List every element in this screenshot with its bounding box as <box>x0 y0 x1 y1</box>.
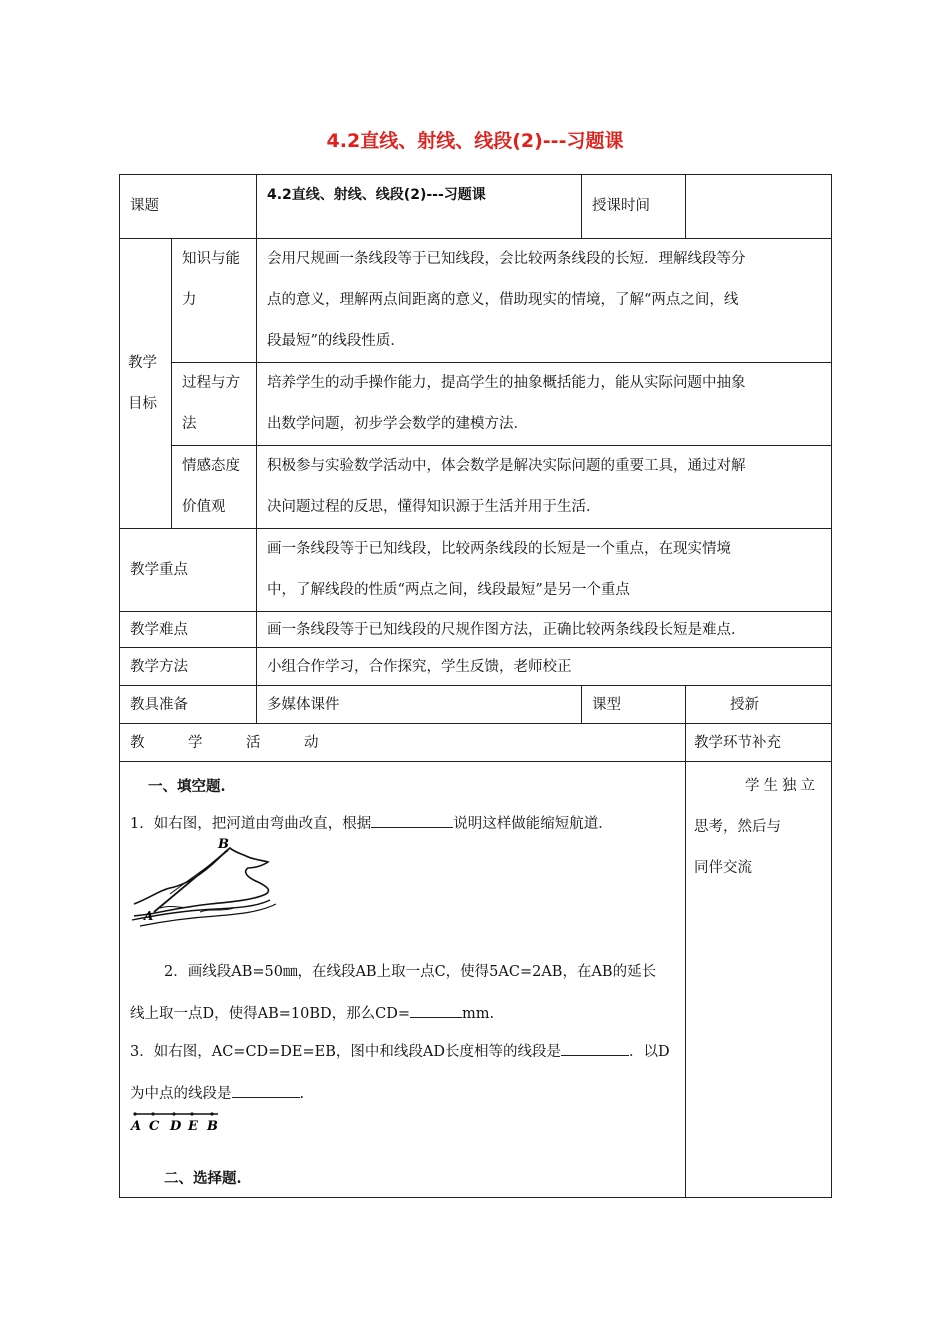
key-points-line: 中，了解线段的性质“两点之间，线段最短”是另一个重点 <box>267 582 630 598</box>
tools-text: 多媒体课件 <box>257 686 582 724</box>
activity-header-char: 活 <box>246 734 261 751</box>
activity-header-row <box>120 724 832 762</box>
goal-sub-line1: 情感态度 <box>182 458 240 474</box>
segment-label-b: B <box>207 1119 218 1134</box>
difficulty-label: 教学难点 <box>120 612 257 648</box>
section-multiple-choice: 二、选择题. <box>164 1170 242 1187</box>
question-3-text-end: . <box>299 1086 305 1102</box>
segment-label-d: D <box>170 1119 182 1134</box>
goal-text-line: 点的意义，理解两点间距离的意义，借助现实的情境，了解“两点之间，线 <box>267 292 739 308</box>
goal-row-process <box>120 363 832 446</box>
segment-label-e: E <box>188 1119 198 1134</box>
goal-sub-label <box>172 239 257 363</box>
difficulty-row <box>120 612 832 648</box>
answer-blank[interactable] <box>410 1003 462 1018</box>
key-points-row <box>120 529 832 612</box>
goal-sub-line2: 力 <box>182 292 197 308</box>
lesson-plan-table <box>119 174 832 1198</box>
type-value: 授新 <box>686 686 832 724</box>
time-label: 授课时间 <box>582 175 686 239</box>
answer-blank[interactable] <box>232 1083 300 1098</box>
question-3-line-1 <box>130 1032 677 1073</box>
activity-row <box>120 762 832 1198</box>
figure-label-a: A <box>144 909 154 923</box>
question-3-text-end: ．以D <box>629 1044 670 1060</box>
question-2-line-1: 2．画线段AB=50㎜，在线段AB上取一点C，使得5AC=2AB，在AB的延长 <box>164 964 657 980</box>
goals-label-line1: 教学 <box>128 354 157 371</box>
activity-header-char: 教 <box>130 734 145 751</box>
side-note <box>686 762 832 1198</box>
question-2-line-2 <box>130 994 677 1035</box>
goal-sub-label <box>172 363 257 446</box>
time-value <box>686 175 832 239</box>
method-text: 小组合作学习，合作探究，学生反馈，老师校正 <box>257 648 832 686</box>
activity-header <box>120 724 686 762</box>
method-label: 教学方法 <box>120 648 257 686</box>
segment-label-c: C <box>149 1119 160 1134</box>
goal-text-line: 决问题过程的反思，懂得知识源于生活并用于生活． <box>267 499 601 515</box>
question-1-text-end: 说明这样做能缩短航道． <box>453 816 613 832</box>
river-figure <box>130 838 280 930</box>
tools-row <box>120 686 832 724</box>
goal-text <box>257 363 832 446</box>
side-note-line: 同伴交流 <box>694 860 752 876</box>
goal-text-line: 会用尺规画一条线段等于已知线段，会比较两条线段的长短．理解线段等分 <box>267 251 746 267</box>
question-3-text: 为中点的线段是 <box>130 1086 232 1102</box>
activity-content <box>120 762 686 1198</box>
type-label: 课型 <box>582 686 686 724</box>
topic-label: 课题 <box>120 175 257 239</box>
goal-sub-line1: 过程与方 <box>182 375 240 391</box>
goals-label <box>120 239 172 529</box>
goal-text-line: 培养学生的动手操作能力，提高学生的抽象概括能力，能从实际问题中抽象 <box>267 375 746 391</box>
question-1-text: 1．如右图，把河道由弯曲改直，根据 <box>130 816 372 832</box>
figure-label-b: B <box>218 838 229 852</box>
goal-text-line: 出数学问题，初步学会数学的建模方法． <box>267 416 528 432</box>
goal-text <box>257 446 832 529</box>
side-note-line: 思考，然后与 <box>694 819 781 835</box>
activity-side-header: 教学环节补充 <box>686 724 832 762</box>
key-points-label: 教学重点 <box>120 529 257 612</box>
activity-header-char: 动 <box>304 734 319 751</box>
topic-row <box>120 175 832 239</box>
question-2-unit: mm. <box>462 1006 495 1022</box>
segment-figure <box>130 1108 230 1136</box>
answer-blank[interactable] <box>371 813 453 828</box>
segment-label-a: A <box>131 1119 142 1134</box>
key-points-text <box>257 529 832 612</box>
goal-text-line: 段最短”的线段性质． <box>267 333 405 349</box>
difficulty-text: 画一条线段等于已知线段的尺规作图方法，正确比较两条线段长短是难点． <box>257 612 832 648</box>
topic-value: 4.2直线、射线、线段(2)---习题课 <box>257 175 582 239</box>
goal-text-line: 积极参与实验数学活动中，体会数学是解决实际问题的重要工具，通过对解 <box>267 458 746 474</box>
goal-text <box>257 239 832 363</box>
document-title: 4.2直线、射线、线段(2)---习题课 <box>326 130 624 152</box>
method-row <box>120 648 832 686</box>
tools-label: 教具准备 <box>120 686 257 724</box>
section-fill-blank: 一、填空题. <box>148 778 226 795</box>
goal-sub-line2: 法 <box>182 416 197 432</box>
goal-row-attitude <box>120 446 832 529</box>
key-points-line: 画一条线段等于已知线段，比较两条线段的长短是一个重点，在现实情境 <box>267 541 731 557</box>
question-3-text: 3．如右图，AC=CD=DE=EB，图中和线段AD长度相等的线段是 <box>130 1044 562 1060</box>
goal-sub-line2: 价值观 <box>182 499 226 515</box>
side-note-line: 学生独立 <box>745 778 819 794</box>
goals-label-line2: 目标 <box>128 395 157 412</box>
answer-blank[interactable] <box>561 1041 629 1056</box>
goal-row-knowledge <box>120 239 832 363</box>
question-2-text: 线上取一点D，使得AB=10BD，那么CD= <box>130 1006 411 1022</box>
goal-sub-line1: 知识与能 <box>182 251 240 267</box>
activity-header-char: 学 <box>188 734 203 751</box>
goal-sub-label <box>172 446 257 529</box>
